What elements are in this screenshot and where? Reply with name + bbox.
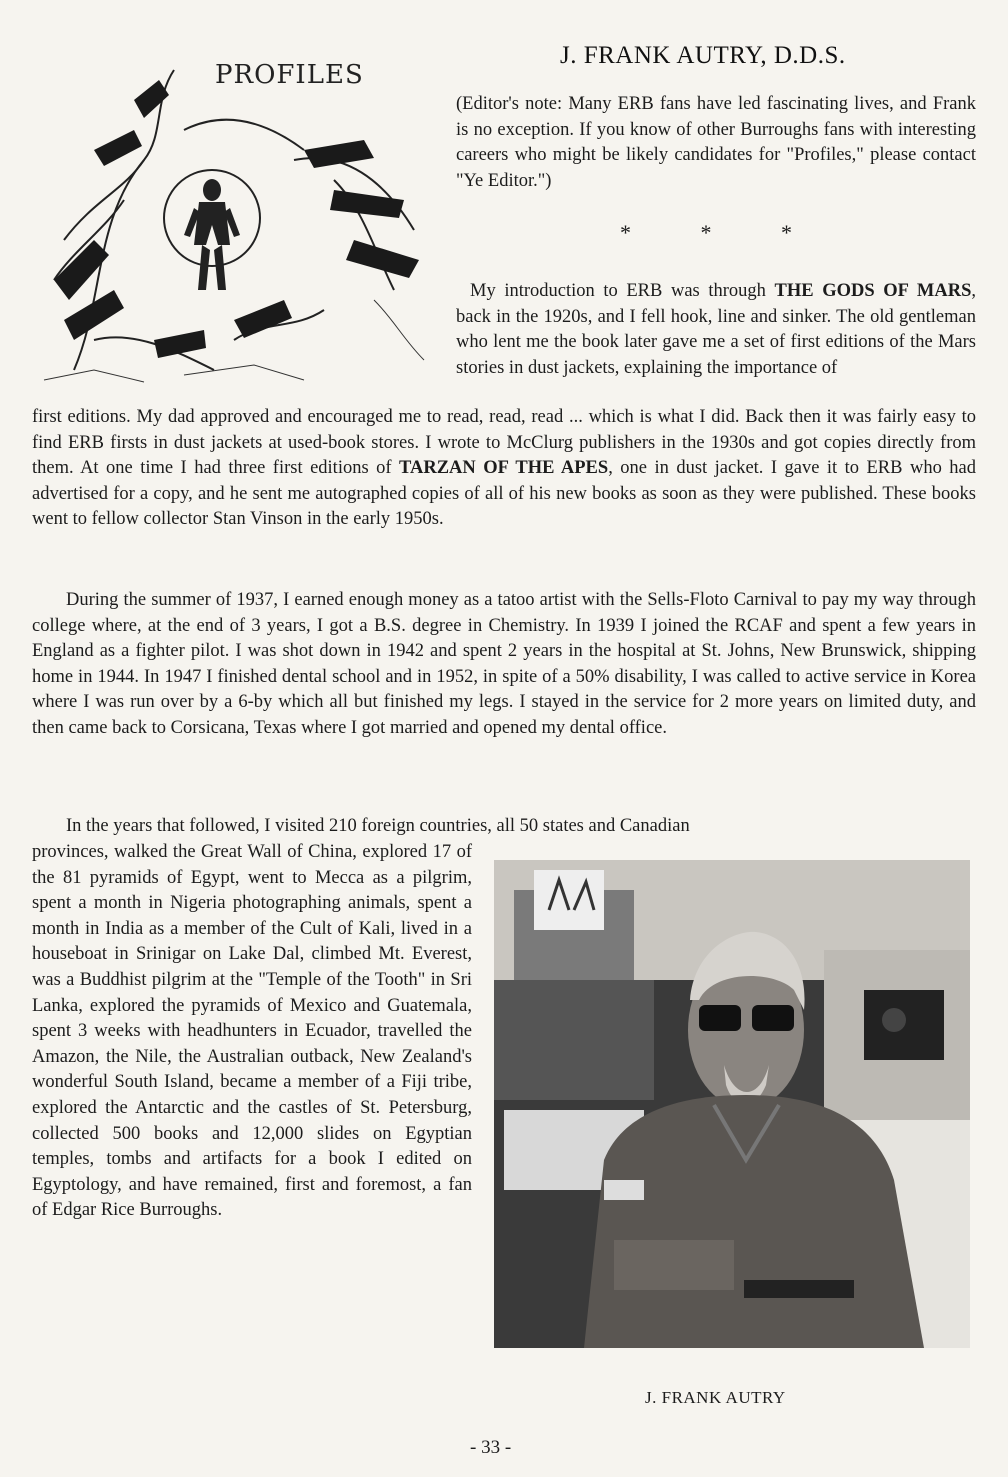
profiles-header-illustration xyxy=(34,40,439,395)
paragraph-1-intro-b: , back in the 1920s, and I fell hook, line and sinker. The old gentleman who lent me the book later gave me a set of first editions of the Mars stories in dust jackets, explaining the importance of xyxy=(456,281,976,378)
paragraph-2: During the summer of 1937, I earned enough money as a tatoo artist with the Sells-Floto Carnival to pay my way through college where, at the end of 3 years, I got a B.S. degree in Chemistry. In 1939 I joined the RCAF and spent a few years in England as a fighter pilot. I was shot down in 1942 and spent 2 years in the hospital at St. Johns, New Brunswick, shipping home in 1944. In 1947 I finished dental school and in 1952, in spite of a 50% disability, I was called to active service in Korea where I was run over by a 6-by which all but finished my legs. I stayed in the service for 2 more years on limited duty, and then came back to Corsicana, Texas where I got married and opened my dental office. xyxy=(32,590,976,738)
page-number: - 33 - xyxy=(470,1437,512,1458)
section-separator: * * * xyxy=(620,220,824,245)
article-headline: J. FRANK AUTRY, D.D.S. xyxy=(560,42,846,69)
book-title-tarzan: TARZAN OF THE APES xyxy=(399,458,609,479)
paragraph-1-rest-b: , one in dust jacket. I gave it to ERB who had advertised for a copy, and he sent me autographed copies of all of his new books as soon as they were published. These books went to fellow collector Stan Vinson in the early 1950s. xyxy=(32,458,976,530)
portrait-photo xyxy=(494,860,970,1348)
book-title-gods-of-mars: THE GODS OF MARS xyxy=(774,281,972,301)
paragraph-3-first-line: In the years that followed, I visited 210 foreign countries, all 50 states and Canadian xyxy=(66,816,690,836)
paragraph-1-opening xyxy=(456,279,976,381)
photo-caption: J. FRANK AUTRY xyxy=(645,1388,786,1407)
paragraph-1-continued xyxy=(32,405,976,533)
paragraph-1-rest-a: first editions. My dad approved and encouraged me to read, read, read ... which is what I did. Back then it was fairly easy to find ERB firsts in dust jackets at used-book stores. I wrote to McClurg publishers in the 1930s and got copies directly from them. At one time I had three first editions of xyxy=(32,407,976,479)
section-title: PROFILES xyxy=(215,60,364,90)
paragraph-3-column: provinces, walked the Great Wall of China, explored 17 of the 81 pyramids of Egypt, went to Mecca as a pilgrim, spent a month in Nigeria photographing animals, spent a month in India as a member of the Cult of Kali, lived in a houseboat in Srinigar on Lake Dal, climbed Mt. Everest, was a Buddhist pilgrim at the "Temple of the Tooth" in Sri Lanka, explored the pyramids of Mexico and Guatemala, spent 3 weeks with headhunters in Ecuador, travelled the Amazon, the Nile, the Australian outback, New Zealand's wonderful South Island, became a member of a Fiji tribe, explored the Antarctic and the castles of St. Petersburg, collected 500 books and 12,000 slides on Egyptian temples, tombs and artifacts for a book I edited on Egyptology, and have remained, first and foremost, a fan of Edgar Rice Burroughs. xyxy=(32,842,472,1221)
paragraph-1-intro-a: My introduction to ERB was through xyxy=(470,281,775,301)
editors-note: (Editor's note: Many ERB fans have led fascinating lives, and Frank is no exception. If you know of other Burroughs fans with interesting careers who might be likely candidates for "Profiles," please contact "Ye Editor.") xyxy=(456,94,976,191)
